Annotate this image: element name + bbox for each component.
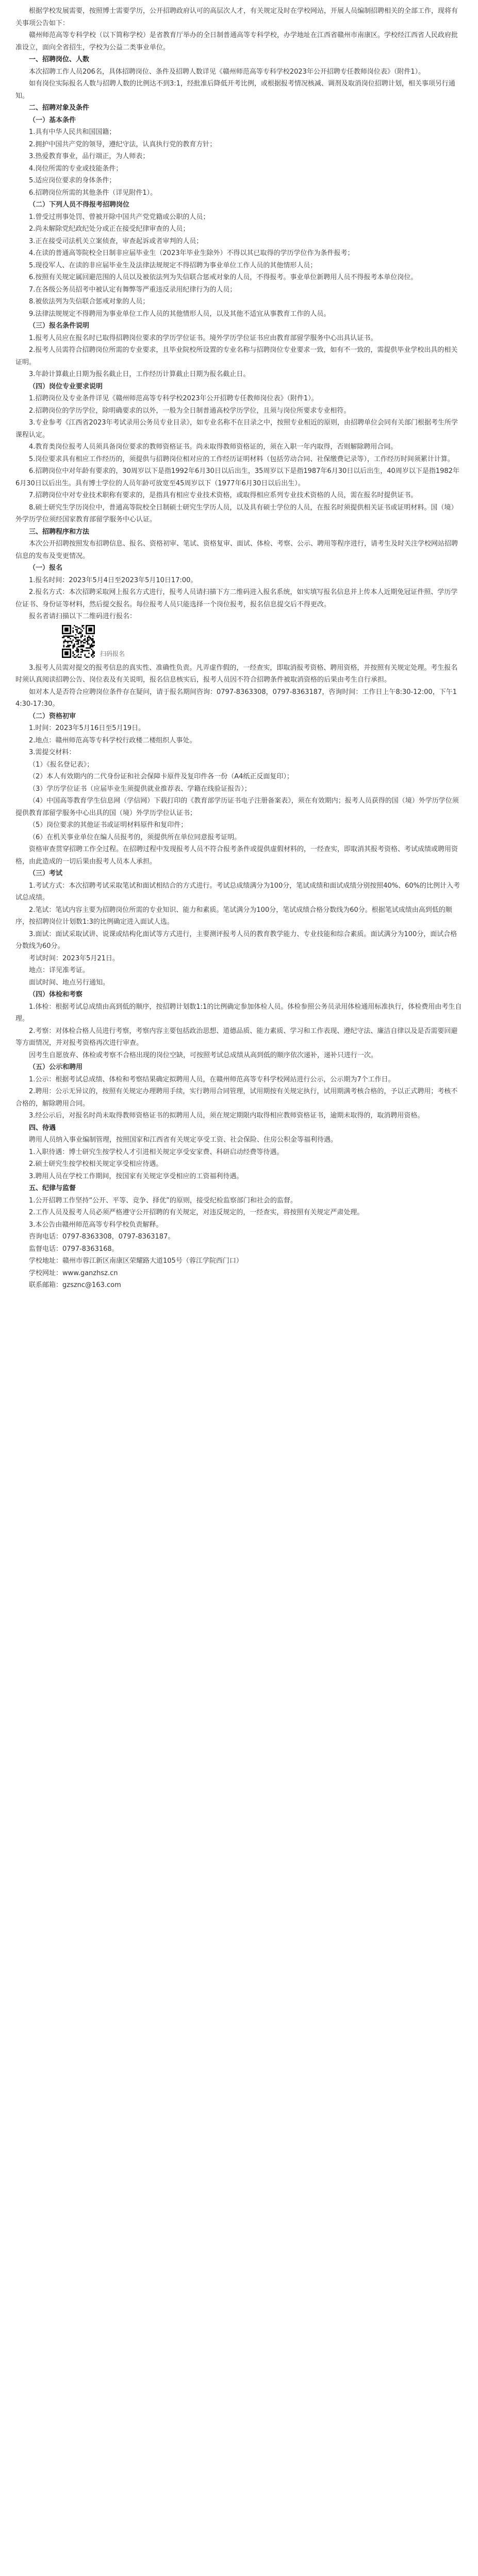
qr-code-icon bbox=[62, 625, 95, 658]
paragraph: 4.教育类岗位报考人员须具备岗位要求的教师资格证书。尚未取得教师资格证的，须在入职一年内取得，否则解除聘用合同。 bbox=[29, 443, 398, 451]
paragraph: 2.尚未解除党纪政纪处分或正在接受纪律审查的人员； bbox=[29, 225, 190, 233]
paragraph: 8.硕士研究生学历岗位中，普通高等院校全日制硕士研究生学历人员，以及具有硕士学位的人员，在报名时须提供相关证书或证明材料。国（境）外学历学位须经国家教育部留学服务中心认证。 bbox=[15, 503, 458, 523]
paragraph: 3.本公告由赣州师范高等专科学校负责解释。 bbox=[29, 1221, 163, 1229]
paragraph: 3.年龄计算截止日期为报名截止日，工作经历计算截止日期为报名截止日。 bbox=[29, 370, 250, 378]
paragraph: 2.考察：对体检合格人员进行考察，考察内容主要包括政治思想、道德品质、能力素质、学习和工作表现、遵纪守法、廉洁自律以及是否需要回避等方面情况，并对报考资格再次进行审查。 bbox=[15, 1027, 458, 1047]
registration-qr-code[interactable] bbox=[62, 625, 463, 658]
paragraph: 赣州师范高等专科学校（以下简称学校）是省教育厅举办的全日制普通高等专科学校，办学地址在江西省赣州市南康区。学校经江西省人民政府批准设立，面向全省招生，学校为公益二类事业单位。 bbox=[15, 31, 458, 52]
paragraph: 6.按照有关规定属回避范围的人员以及被依法列为失信联合惩戒对象的人员，不得报考。事业单位新聘用人员不得报考本单位岗位。 bbox=[29, 274, 418, 281]
paragraph: 3.聘用人员在学校工作期间，按国家有关规定享受相应的工资福利待遇。 bbox=[29, 1172, 243, 1180]
paragraph: 2.报名方式：本次招聘采取网上报名方式进行，报考人员请扫描下方二维码进入报名系统，如实填写报名信息并上传本人近期免冠证件照、学历学位证书、身份证等材料，然后提交报名。每位报考人员只能选择一个岗位报考，报名信息提交后不得更改。 bbox=[15, 588, 458, 608]
subsection-heading: （四）体检和考察 bbox=[29, 991, 83, 998]
paragraph: 根据学校发展需要，按照博士需要学历，公开招聘政府认可的高层次人才，有关规定及时在学校网站，开展人员编制招聘相关的全部工作，现将有关事项公告如下： bbox=[15, 7, 458, 27]
paragraph: 4.在读的普通高等院校全日制非应届毕业生（2023年毕业生除外）不得以其已取得的学历学位作为条件报考； bbox=[29, 249, 354, 257]
paragraph: 7.在各级公务员招考中被认定有舞弊等严重违反录用纪律行为的人员； bbox=[29, 285, 237, 294]
paragraph: 3.经公示后，对报名时尚未取得教师资格证书的拟聘用人员，须在规定期限内取得相应教师资格证书，逾期未取得的，取消聘用资格。 bbox=[29, 1112, 424, 1120]
paragraph: 如有岗位实际报名人数与招聘人数的比例达不到3:1，经批准后降低开考比例，或根据报考情况核减、调剂及取消岗位招聘计划，相关事项另行通知。 bbox=[15, 80, 455, 100]
subsection-heading: （三）考试 bbox=[29, 870, 63, 877]
section-heading: 五、纪律与监督 bbox=[29, 1184, 76, 1192]
paragraph: 1.公开招聘工作坚持“公开、平等、竞争、择优”的原则，接受纪检监察部门和社会的监督。 bbox=[29, 1196, 297, 1205]
paragraph: 1.曾受过刑事处罚、曾被开除中国共产党党籍或公职的人员； bbox=[29, 213, 210, 221]
paragraph: 1.招聘岗位及专业条件详见《赣州师范高等专科学校2023年公开招聘专任教师岗位表》（附件1）。 bbox=[29, 395, 318, 402]
paragraph: 2.地点：赣州师范高等专科学校行政楼二楼组织人事处。 bbox=[29, 736, 196, 744]
paragraph: （6）在机关事业单位在编人员报考的，须提供所在单位同意报考证明。 bbox=[29, 833, 241, 841]
paragraph: 1.报考人员应在报名时已取得招聘岗位要求的学历学位证书。境外学历学位证书应由教育部留学服务中心出具认证书。 bbox=[29, 334, 377, 342]
section-heading: 一、招聘岗位、人数 bbox=[29, 56, 90, 63]
paragraph: 6.招聘岗位中对年龄有要求的，30周岁以下是指1992年6月30日以后出生，35周岁以下是指1987年6月30日以后出生，40周岁以下是指1982年6月30日以后出生。具有博士学位的人员年龄可放宽至45周岁以下（1977年6月30日以后出生）。 bbox=[15, 467, 459, 487]
paragraph: 1.入职待遇：博士研究生按学校人才引进相关规定享受安家费、科研启动经费等待遇。 bbox=[29, 1148, 284, 1156]
paragraph: （5）岗位要求的其他证书或证明材料原件和复印件； bbox=[29, 821, 188, 829]
paragraph: 学校网址：www.ganzhsz.cn bbox=[29, 1269, 118, 1277]
paragraph: 咨询电话：0797-8363308，0797-8363187。 bbox=[29, 1233, 175, 1241]
paragraph: 1.公示：根据考试总成绩、体检和考察结果确定拟聘用人员，在赣州师范高等专科学校网站进行公示，公示期为7个工作日。 bbox=[29, 1075, 395, 1083]
subsection-heading: （四）岗位专业要求说明 bbox=[29, 382, 103, 391]
qr-caption: 扫码报名 bbox=[100, 650, 125, 657]
paragraph: 7.招聘岗位中对专业技术职称有要求的，是指具有相应专业技术资格，或取得相应系列专业技术资格的人员，需在报名时提供证书。 bbox=[29, 492, 418, 499]
paragraph: 3.报考人员需对提交的报考信息的真实性、准确性负责。凡弄虚作假的，一经查实，即取消报考资格、聘用资格，并按照有关规定处理。考生报名时须认真阅读招聘公告、岗位表及有关说明，报名信息核实后，报考人员因不符合招聘条件被取消资格的后果由考生自行承担。 bbox=[15, 664, 458, 684]
paragraph: 学校地址：赣州市蓉江新区南康区荣耀路大道105号（蓉江学院西门口） bbox=[29, 1257, 243, 1265]
paragraph: 资格审查贯穿招聘工作全过程。在招聘过程中发现报考人员不符合报考条件或提供虚假材料的，一经查实，即取消其报考资格、考试成绩或聘用资格，由此造成的一切后果由报考人员本人承担。 bbox=[15, 845, 458, 866]
paragraph: 联系邮箱：gzsznc@163.com bbox=[29, 1281, 121, 1289]
paragraph: 5.适应岗位要求的身体条件； bbox=[29, 177, 116, 184]
paragraph: 1.体检：根据考试总成绩由高到低的顺序，按招聘计划数1:1的比例确定参加体检人员。体检参照公务员录用体检通用标准执行，体检费用由考生自理。 bbox=[15, 1003, 462, 1023]
section-heading: 三、招聘程序和方法 bbox=[29, 528, 90, 536]
paragraph: 1.考试方式：本次招聘考试采取笔试和面试相结合的方式进行。考试总成绩满分为100分，笔试成绩和面试成绩分别按照40%、60%的比例计入考试总成绩。 bbox=[15, 882, 460, 902]
paragraph: （4）中国高等教育学生信息网（学信网）下载打印的《教育部学历证书电子注册备案表》，须在有效期内；报考人员获得的国（境）外学历学位须提供教育部留学服务中心出具的国（境）外学历学位认证书； bbox=[15, 797, 459, 817]
paragraph: 地点：详见准考证。 bbox=[29, 967, 90, 974]
subsection-heading: （五）公示和聘用 bbox=[29, 1063, 83, 1071]
paragraph: 3.正在接受司法机关立案侦查，审查起诉或者审判的人员； bbox=[29, 237, 203, 245]
section-heading: 二、招聘对象及条件 bbox=[29, 104, 90, 112]
paragraph: 2.招聘岗位的学历学位，除明确要求的以外，一般为全日制普通高校学历学位，且须与岗位所要求专业相符。 bbox=[29, 406, 351, 415]
paragraph: 如对本人是否符合应聘岗位条件存在疑问，请于报名期间咨询：0797-8363308，0797-8363187，咨询时间：工作日上午8:30-12:00，下午14:30-17:30。 bbox=[15, 688, 457, 708]
paragraph: 1.报名时间：2023年5月4日至2023年5月10日17:00。 bbox=[29, 576, 197, 584]
subsection-heading: （一）基本条件 bbox=[29, 116, 76, 124]
paragraph: （3）学历学位证书（应届毕业生须提供就业推荐表、学籍在线验证报告）； bbox=[29, 785, 251, 793]
subsection-heading: （二）下列人员不得报考招聘岗位 bbox=[29, 201, 130, 209]
paragraph: 3.热爱教育事业，品行端正，为人师表； bbox=[29, 152, 150, 160]
paragraph: 面试时间、地点另行通知。 bbox=[29, 978, 110, 987]
paragraph: 2.聘用：公示无异议的，按照有关规定办理聘用手续，实行聘用合同管理，试用期按有关规定执行，试用期满考核合格的，予以正式聘用；考核不合格的，解除聘用合同。 bbox=[15, 1088, 458, 1108]
paragraph: 5.现役军人、在读的非应届毕业生及法律法规规定不得招聘为事业单位工作人员的其他情形人员； bbox=[29, 261, 317, 269]
section-heading: 四、待遇 bbox=[29, 1124, 56, 1132]
paragraph: 1.具有中华人民共和国国籍； bbox=[29, 128, 116, 136]
paragraph: 1.时间：2023年5月16日至5月19日。 bbox=[29, 724, 145, 732]
paragraph: 2.硕士研究生按学校相关规定享受相应待遇。 bbox=[29, 1160, 163, 1168]
paragraph: 5.岗位要求具有相应工作经历的，须提供与招聘岗位相对应的工作经历证明材料（包括劳动合同、社保缴费记录等），工作经历时间须累计计算。 bbox=[29, 455, 454, 463]
paragraph: 聘用人员纳入事业编制管理，按照国家和江西省有关规定享受工资、社会保险、住房公积金等福利待遇。 bbox=[29, 1136, 338, 1144]
paragraph: 2.报考人员需符合招聘岗位所需的专业要求，且毕业院校所设置的专业名称与招聘岗位专业要求一致，如有不一致的，需提供毕业学校出具的相关证明。 bbox=[15, 346, 458, 366]
paragraph: 监督电话：0797-8363168。 bbox=[29, 1245, 119, 1253]
paragraph: 9.法律法规规定不得聘用为事业单位工作人员的其他情形人员，以及其他不适宜从事教育工作的人员。 bbox=[29, 310, 331, 318]
paragraph: 6.招聘岗位所需的其他条件（详见附件1）。 bbox=[29, 189, 157, 197]
paragraph: 报名者请扫描以下二维码进行报名： bbox=[29, 613, 137, 620]
paragraph: （1）《报名登记表》； bbox=[29, 760, 94, 769]
paragraph: 因考生自愿放弃、体检或考察不合格出现的岗位空缺，可按照考试总成绩从高到低的顺序依次递补，递补只进行一次。 bbox=[29, 1051, 378, 1059]
paragraph: 本次招聘工作人员206名，具体招聘岗位、条件及招聘人数详见《赣州师范高等专科学校2023年公开招聘专任教师岗位表》（附件1）。 bbox=[29, 67, 425, 76]
paragraph: （2）本人有效期内的二代身份证和社会保障卡原件及复印件各一份（A4纸正反面复印）； bbox=[29, 773, 293, 781]
paragraph: 考试时间：2023年5月21日。 bbox=[29, 954, 119, 962]
paragraph: 本次公开招聘按照发布招聘信息、报名、资格初审、笔试、资格复审、面试、体检、考察、公示、聘用等程序进行，请考生及时关注学校网站招聘信息的发布及变更情况。 bbox=[15, 540, 458, 560]
paragraph: 3.需提交材料： bbox=[29, 749, 76, 756]
paragraph: 2.工作人员及报考人员必须严格遵守公开招聘的有关规定，对违反规定的，一经查实，将按照有关规定严肃处理。 bbox=[29, 1209, 364, 1216]
paragraph: 2.笔试：笔试内容主要为招聘岗位所需的专业知识、能力和素质。笔试满分为100分，笔试成绩合格分数线为60分。根据笔试成绩由高到低的顺序，按招聘岗位计划数1:3的比例确定进入面试人选。 bbox=[15, 906, 452, 926]
subsection-heading: （一）报名 bbox=[29, 564, 63, 572]
subsection-heading: （三）报名条件说明 bbox=[29, 322, 90, 330]
subsection-heading: （二）资格初审 bbox=[29, 712, 76, 720]
paragraph: 2.拥护中国共产党的领导，遵纪守法，认真执行党的教育方针； bbox=[29, 140, 217, 148]
paragraph: 3.面试：面试采取试讲、说课或结构化面试等方式进行，主要测评报考人员的教育教学能力、专业技能和综合素质。面试满分为100分，面试合格分数线为60分。 bbox=[15, 930, 457, 950]
paragraph: 8.被依法列为失信联合惩戒对象的人员； bbox=[29, 298, 150, 306]
paragraph: 4.岗位所需的专业或技能条件； bbox=[29, 164, 123, 173]
paragraph: 3.专业参考《江西省2023年考试录用公务员专业目录》，如专业名称不在目录之中，按照专业相近的原则，由招聘单位会同有关部门根据考生所学课程认定。 bbox=[15, 419, 458, 439]
